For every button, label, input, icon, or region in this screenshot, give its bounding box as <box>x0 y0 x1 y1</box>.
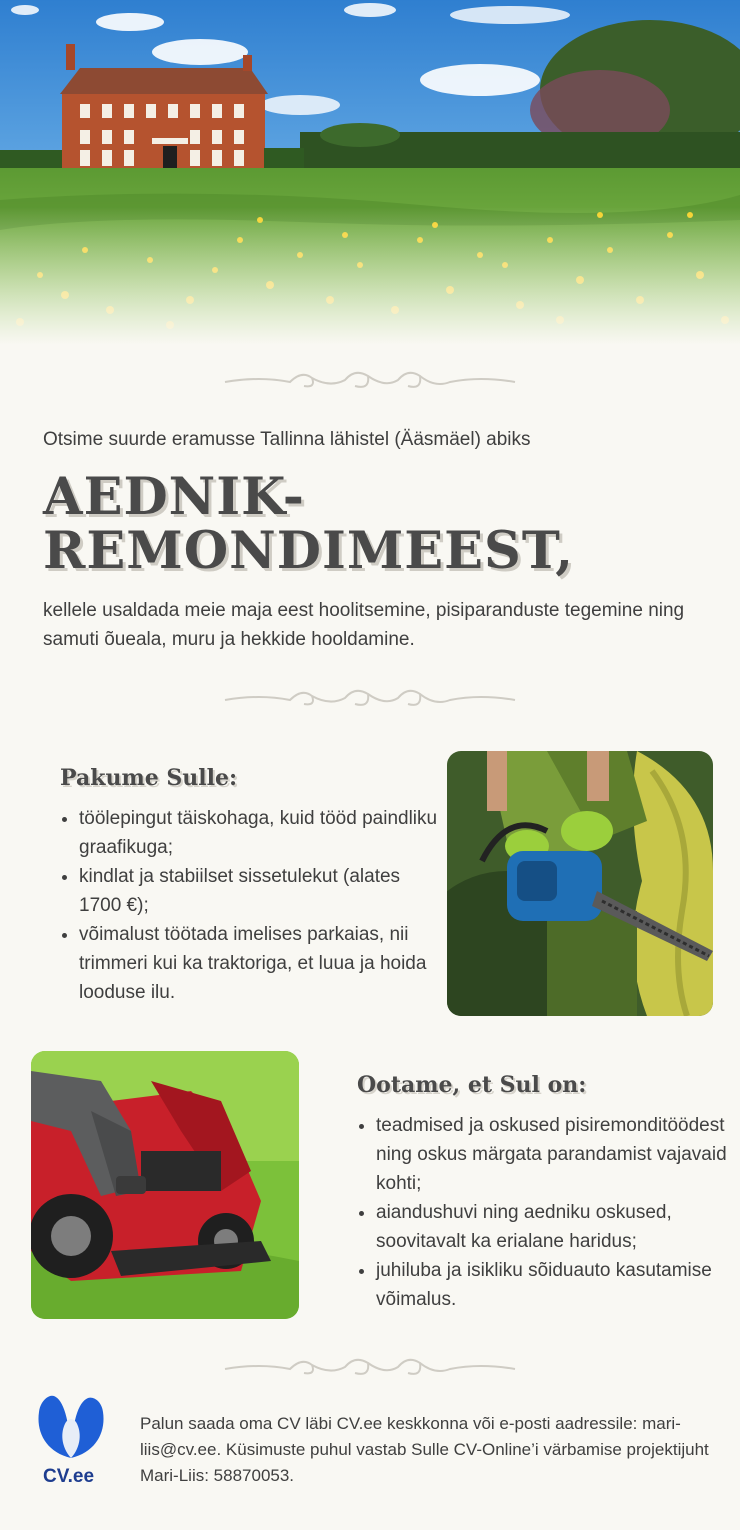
list-item: • töölepingut täiskohaga, kuid tööd paindliku graafikuga; <box>79 804 439 862</box>
expect-title: Ootame, et Sul on: <box>357 1072 587 1098</box>
footer-contact-text: Palun saada oma CV läbi CV.ee keskkonna või e-posti aadressile: mari-liis@cv.ee. Küsimuste puhul vastab Sulle CV-Online’i värbamise projektijuht Mari-Liis: 58870053. <box>140 1414 709 1485</box>
list-item: • teadmised ja oskused pisiremonditöödest ning oskus märgata parandamist vajavaid kohti; <box>376 1111 740 1198</box>
expect-list <box>340 1111 740 1314</box>
list-item: • võimalust töötada imelises parkaias, nii trimmeri kui ka traktoriga, et luua ja hoida looduse ilu. <box>79 920 439 1007</box>
headline-line-1: AEDNIK- <box>43 467 305 527</box>
lawn-mower-photo <box>31 1051 299 1319</box>
intro-text: Otsime suurde eramusse Tallinna lähistel (Ääsmäel) abiks <box>43 429 531 450</box>
lead-text: kellele usaldada meie maja eest hoolitsemine, pisiparanduste tegemine ning samuti õueala, muru ja hekkide hooldamine. <box>43 600 685 650</box>
list-item: • kindlat ja stabiilset sissetulekut (alates 1700 €); <box>79 862 439 920</box>
cv-ee-logo-text: CV.ee <box>43 1466 95 1487</box>
headline-line-2: REMONDIMEEST, <box>43 521 574 581</box>
swirl-divider <box>220 362 520 396</box>
swirl-divider <box>220 1349 520 1383</box>
list-item: • juhiluba ja isikliku sõiduauto kasutamise võimalus. <box>376 1256 740 1314</box>
gardener-photo <box>447 751 713 1016</box>
offer-title: Pakume Sulle: <box>60 765 238 791</box>
headline <box>43 467 574 581</box>
list-item: • aiandushuvi ning aedniku oskused, soovitavalt ka erialane haridus; <box>376 1198 740 1256</box>
hero-image <box>0 0 740 345</box>
offer-list <box>43 804 439 1007</box>
swirl-divider <box>220 680 520 714</box>
